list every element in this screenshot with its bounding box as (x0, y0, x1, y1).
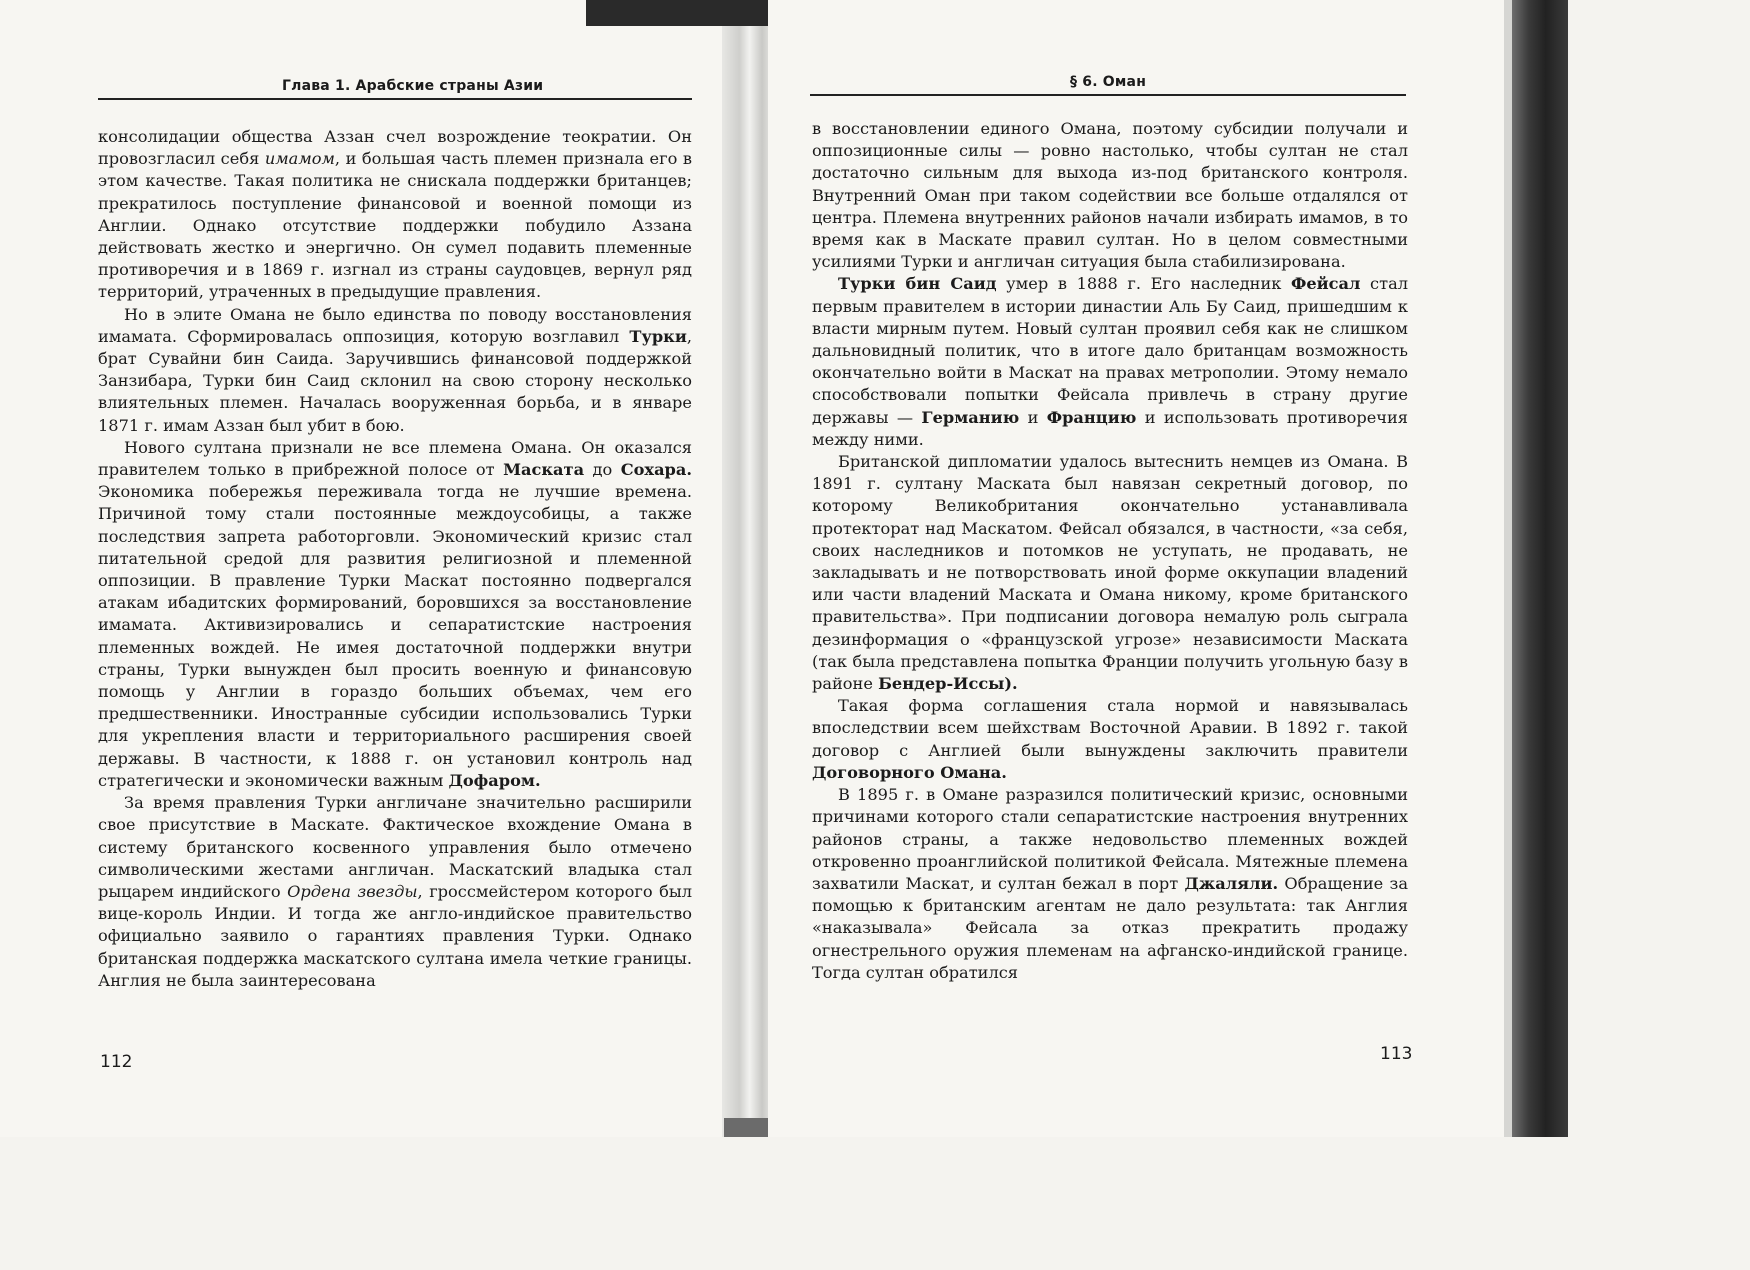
paragraph (812, 451, 1408, 695)
bold-term: Германию (921, 407, 1020, 427)
bold-term: Дофаром. (448, 770, 541, 790)
paragraph (812, 273, 1408, 451)
text-run: За время правления Турки англичане значительно расширили свое присутствие в Маскате. Фактическое вхождение Омана в систему британского косвенного управления было отмечено символическими жестами англичан. Маскатский владыка стал рыцарем индийского (98, 793, 692, 901)
bold-term: Францию (1046, 407, 1137, 427)
paragraph (812, 784, 1408, 984)
text-run: , гроссмейстером которого был вице-король Индии. И тогда же англо-индийское правительство официально заявило о гарантиях правления Турки. Однако британская поддержка маскатского султана имела четкие границы. Англия не была заинтересована (98, 881, 692, 990)
bold-term: Турки бин Саид (838, 274, 997, 294)
running-head-right: § 6. Оман (1070, 74, 1147, 90)
text-run: консолидации общества Аззан счел возрождение теократии. Он провозгласил себя (98, 127, 692, 169)
header-rule-left (98, 98, 692, 100)
text-column-right (812, 118, 1408, 984)
running-head-left: Глава 1. Арабские страны Азии (282, 78, 544, 94)
paragraph (98, 304, 692, 437)
bold-term: Бендер-Иссы). (878, 674, 1018, 694)
paragraph (98, 792, 692, 992)
header-rule-right (810, 94, 1406, 96)
text-run: Но в элите Омана не было единства по поводу восстановления имамата. Сформировалась оппозиция, которую возглавил (98, 304, 692, 346)
text-run: и использовать противоречия между ними. (812, 407, 1408, 449)
text-run: до (584, 460, 621, 480)
page-number-left: 112 (100, 1052, 133, 1072)
page-number-right: 113 (1380, 1044, 1413, 1064)
gutter-shadow-top (586, 0, 772, 26)
text-run: умер в 1888 г. Его наследник (996, 274, 1291, 294)
text-run: Британской дипломатии удалось вытеснить немцев из Омана. В 1891 г. султану Маската был навязан секретный договор, по которому Великобритания окончательно устанавливала протекторат над Маскатом. Фейсал обязался, в частности, «за себя, своих наследников и потомков не уступать, не продавать, не закладывать и не потворствовать иной форме оккупации владений или части владений Маската и Омана никому, кроме британского правительства». При подписании договора немалую роль сыграла дезинформация о «французской угрозе» независимости Маската (так была представлена попытка Франции получить угольную базу в районе (812, 452, 1408, 694)
paragraph (98, 126, 692, 304)
text-run: Нового султана признали не все племена Омана. Он оказался правителем только в прибрежной полосе от (98, 437, 692, 480)
text-run: В 1895 г. в Омане разразился политический кризис, основными причинами которого стали сепаратистские настроения внутренних районов страны, а также недовольство племенных вождей откровенно проанглийской политикой Фейсала. Мятежные племена захватили Маскат, и султан бежал в порт (812, 785, 1408, 893)
text-run: в восстановлении единого Омана, поэтому субсидии получали и оппозиционные силы — ровно настолько, чтобы султан не стал достаточно сильным для выхода из-под британского контроля. Внутренний Оман при таком содействии все больше отдалялся от центра. Племена внутренних районов начали избирать имамов, в то время как в Маскате правил султан. Но в целом совместными усилиями Турки и англичан ситуация была стабилизирована. (812, 119, 1408, 272)
text-run: , и большая часть племен признала его в этом качестве. Такая политика не снискала поддержки британцев; прекратилось поступление финансовой и военной помощи из Англии. Однако отсутствие поддержки побудило Аззана действовать жестко и энергично. Он сумел подавить племенные противоречия и в 1869 г. изгнал из страны саудовцев, вернул ряд территорий, утраченных в предыдущие правления. (98, 149, 692, 302)
paragraph (812, 695, 1408, 784)
scan-edge-dark (1512, 0, 1568, 1137)
bold-term: Турки (629, 326, 687, 346)
bold-term: Фейсал (1291, 274, 1361, 294)
paragraph (812, 118, 1408, 273)
text-column-left (98, 126, 692, 992)
italic-term: Ордена звезды (287, 881, 418, 901)
text-run: и (1019, 407, 1047, 427)
bold-term: Договорного Омана. (812, 762, 1007, 782)
bold-term: Сохара. (620, 460, 692, 480)
text-run: , брат Сувайни бин Саида. Заручившись финансовой поддержкой Занзибара, Турки бин Саид склонил на свою сторону несколько влиятельных племен. Началась вооруженная борьба, и в январе 1871 г. имам Аззан был убит в бою. (98, 326, 692, 435)
right-page (768, 0, 1510, 1137)
left-page (0, 0, 725, 1137)
paragraph (98, 437, 692, 792)
text-run: Такая форма соглашения стала нормой и навязывалась впоследствии всем шейхствам Восточной Аравии. В 1892 г. такой договор с Англией были вынуждены заключить правители (812, 696, 1408, 760)
italic-term: имамом (264, 149, 335, 169)
bold-term: Джаляли. (1184, 873, 1279, 893)
text-run: Обращение за помощью к британским агентам не дало результата: так Англия «наказывала» Фейсала за отказ прекратить продажу огнестрельного оружия племенам на афганско-индийской границе. Тогда султан обратился (812, 873, 1408, 982)
binding-gutter (722, 0, 772, 1137)
text-run: Экономика побережья переживала тогда не лучшие времена. Причиной тому стали постоянные междоусобицы, а также последствия запрета работорговли. Экономический кризис стал питательной средой для развития религиозной и племенной оппозиции. В правление Турки Маскат постоянно подвергался атакам ибадитских формирований, боровшихся за восстановление имамата. Активизировались и сепаратистские настроения племенных вождей. Не имея достаточной поддержки внутри страны, Турки вынужден был просить военную и финансовую помощь у Англии в гораздо больших объемах, чем его предшественники. Иностранные субсидии использовались Турки для укрепления власти и территориального расширения своей державы. В частности, к 1888 г. он установил контроль над стратегически и экономически важным (98, 482, 692, 790)
text-run: стал первым правителем в истории династии Аль Бу Саид, пришедшим к власти мирным путем. Новый султан проявил себя как не слишком дальновидный политик, что в итоге дало британцам возможность окончательно войти в Маскат на правах метрополии. Этому немало способствовали попытки Фейсала привлечь в страну другие державы — (812, 274, 1409, 427)
gutter-shadow-bottom (724, 1118, 770, 1137)
bold-term: Маската (503, 460, 585, 480)
